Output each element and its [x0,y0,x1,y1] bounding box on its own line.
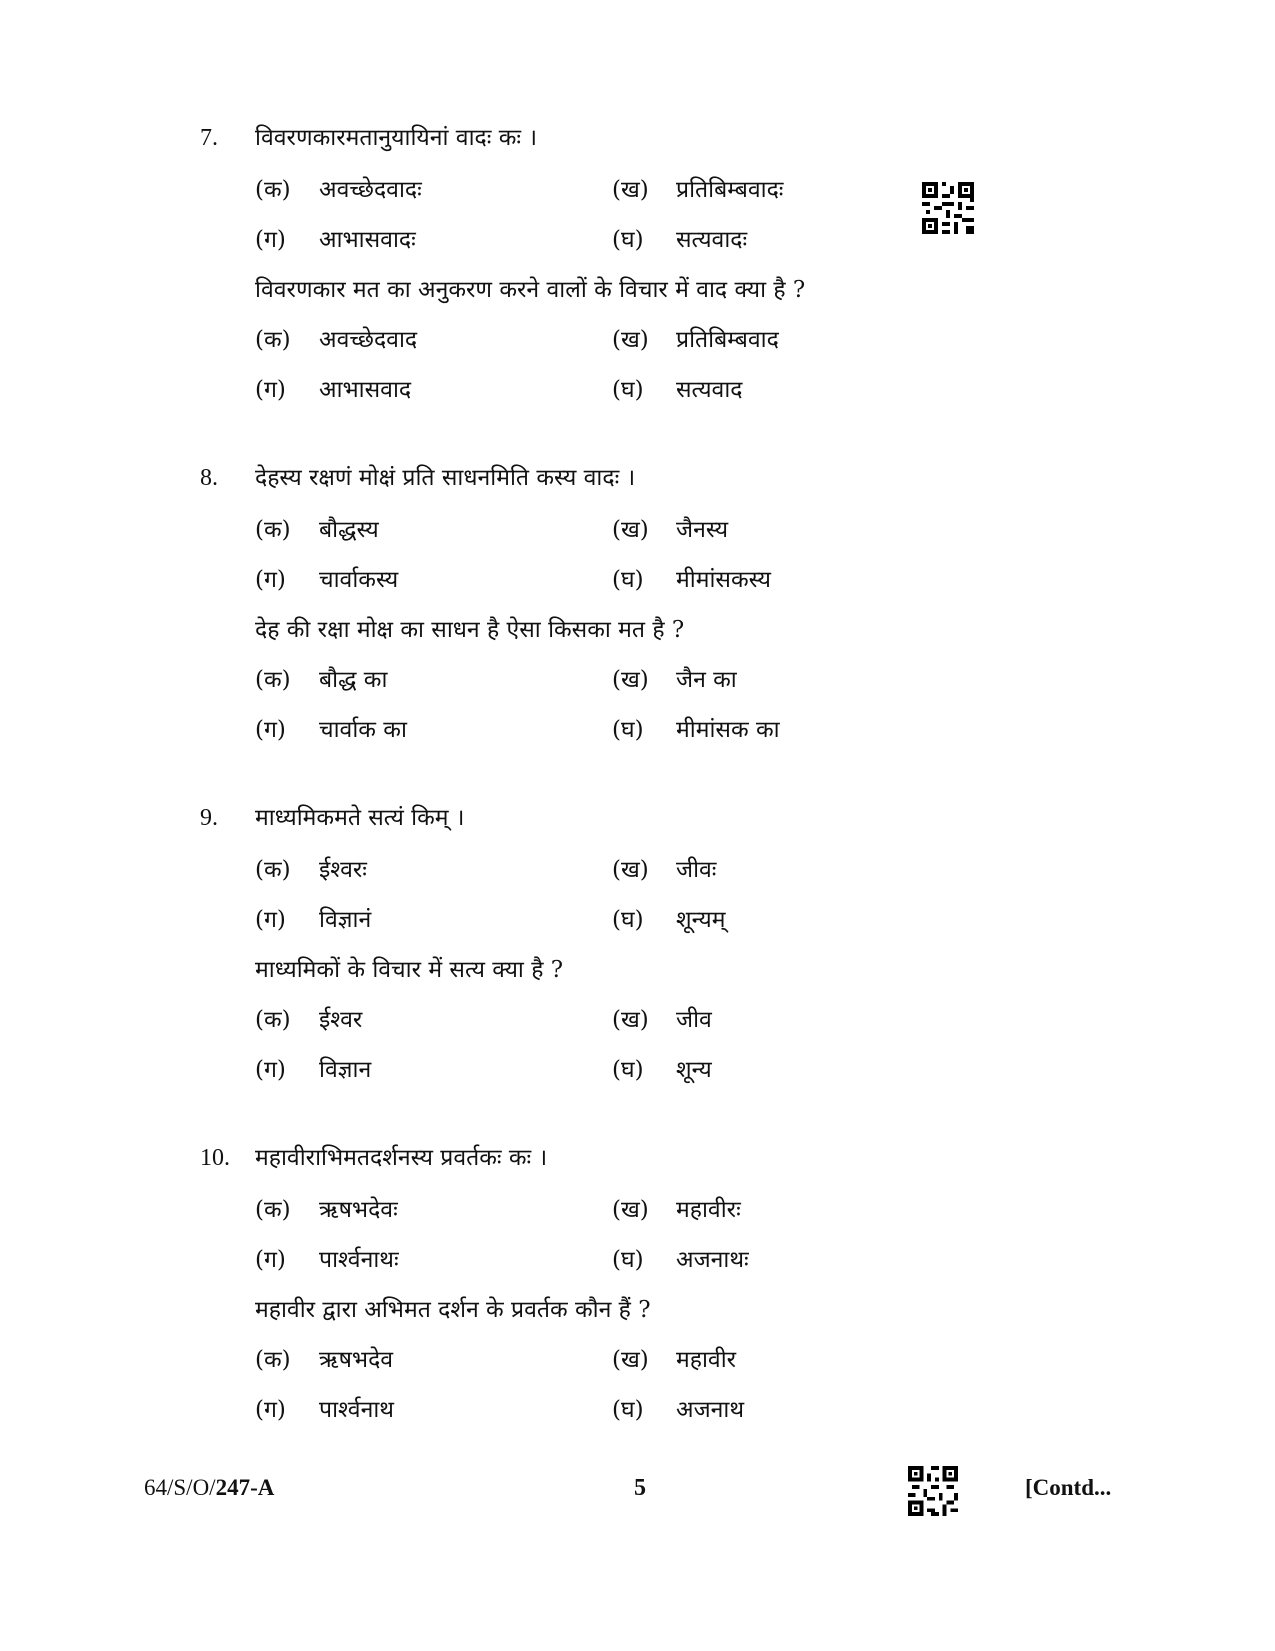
option-text: अवच्छेदवादः [319,177,422,203]
option-text: जैन का [676,667,737,693]
option-label: (क) [255,667,291,693]
option-ga [255,220,416,260]
option-gha [612,370,743,410]
option-label: (ग) [255,1057,286,1083]
option-kha [612,660,737,700]
option-ka [255,850,367,890]
option-label: (क) [255,177,291,203]
option-ga [255,900,371,940]
option-text: विज्ञानं [319,907,372,933]
option-gha [612,900,726,940]
question-text: महावीराभिमतदर्शनस्य प्रवर्तकः कः । [255,1145,548,1171]
option-label: (ग) [255,1247,286,1273]
option-ka [255,320,417,360]
qr-code-top [922,182,974,234]
option-text: प्रतिबिम्बवाद [676,327,779,353]
option-label: (ख) [612,1007,649,1033]
option-ka [255,170,422,210]
option-label: (ग) [255,907,286,933]
option-label: (ख) [612,1197,649,1223]
option-text: ऋषभदेवः [319,1197,398,1223]
option-text: आभासवाद [319,377,412,403]
option-label: (क) [255,1347,291,1373]
option-ka [255,510,379,550]
question-text-hindi: देह की रक्षा मोक्ष का साधन है ऐसा किसका मत है ? [255,617,685,643]
option-text: बौद्धस्य [319,517,379,543]
question-number: 10. [200,1145,230,1171]
option-kha [612,850,716,890]
option-text: सत्यवाद [676,377,743,403]
option-text: पार्श्वनाथः [319,1247,399,1273]
option-gha [612,1050,712,1090]
option-label: (घ) [612,1397,644,1423]
option-ga [255,1240,399,1280]
option-label: (ख) [612,177,649,203]
option-text: अवच्छेदवाद [319,327,418,353]
option-label: (ग) [255,1397,286,1423]
option-text: मीमांसक का [676,717,780,743]
option-label: (घ) [612,567,644,593]
option-text: जीव [676,1007,712,1033]
option-gha [612,1390,744,1430]
option-gha [612,560,771,600]
option-text: शून्य [676,1057,712,1083]
option-text: मीमांसकस्य [676,567,771,593]
option-label: (क) [255,1007,291,1033]
option-text: ऋषभदेव [319,1347,394,1373]
option-label: (ख) [612,667,649,693]
question-text: विवरणकारमतानुयायिनां वादः कः । [255,125,538,151]
option-ga [255,1050,371,1090]
option-text: चार्वाकस्य [319,567,399,593]
option-kha [612,170,783,210]
question-text-hindi: माध्यमिकों के विचार में सत्य क्या है ? [255,957,564,983]
option-ga [255,370,411,410]
qr-code-footer [908,1466,958,1516]
option-text: बौद्ध का [319,667,388,693]
option-label: (ग) [255,377,286,403]
option-label: (ख) [612,517,649,543]
option-text: महावीर [676,1347,737,1373]
option-ka [255,1190,398,1230]
option-text: पार्श्वनाथ [319,1397,395,1423]
question-number: 8. [200,465,218,491]
option-text: ईश्वरः [319,857,367,883]
question-text: देहस्य रक्षणं मोक्षं प्रति साधनमिति कस्य वादः । [255,465,636,491]
option-label: (क) [255,327,291,353]
option-text: अजनाथः [676,1247,749,1273]
option-ka [255,1000,362,1040]
option-label: (क) [255,1197,291,1223]
question-text: माध्यमिकमते सत्यं किम् । [255,805,465,831]
question-number: 7. [200,125,218,151]
option-gha [612,1240,749,1280]
option-text: शून्यम् [676,907,726,933]
option-ga [255,710,407,750]
option-kha [612,1190,741,1230]
paper-code-prefix: 64/S/O/ [144,1475,216,1500]
option-label: (ख) [612,1347,649,1373]
option-label: (ख) [612,327,649,353]
page-number: 5 [634,1475,646,1501]
option-kha [612,1340,736,1380]
option-text: विज्ञान [319,1057,372,1083]
option-label: (ग) [255,567,286,593]
option-ga [255,1390,394,1430]
option-kha [612,320,779,360]
option-text: सत्यवादः [676,227,748,253]
option-label: (ख) [612,857,649,883]
option-label: (क) [255,517,291,543]
option-text: चार्वाक का [319,717,407,743]
option-kha [612,510,728,550]
option-label: (ग) [255,717,286,743]
option-label: (घ) [612,1247,644,1273]
option-label: (क) [255,857,291,883]
option-ka [255,1340,393,1380]
option-text: प्रतिबिम्बवादः [676,177,784,203]
option-kha [612,1000,712,1040]
option-ga [255,560,398,600]
option-ka [255,660,387,700]
option-text: महावीरः [676,1197,741,1223]
option-label: (घ) [612,377,644,403]
option-label: (घ) [612,1057,644,1083]
option-label: (घ) [612,717,644,743]
option-text: जीवः [676,857,717,883]
option-gha [612,220,747,260]
option-text: जैनस्य [676,517,729,543]
continued-label: [Contd... [1025,1475,1112,1500]
question-number: 9. [200,805,218,831]
question-text-hindi: विवरणकार मत का अनुकरण करने वालों के विचार में वाद क्या है ? [255,277,806,303]
option-text: अजनाथ [676,1397,745,1423]
option-label: (ग) [255,227,286,253]
option-gha [612,710,780,750]
paper-code [144,1468,274,1508]
option-text: ईश्वर [319,1007,363,1033]
question-text-hindi: महावीर द्वारा अभिमत दर्शन के प्रवर्तक कौन हैं ? [255,1297,651,1323]
paper-code-bold: 247-A [215,1475,275,1500]
option-label: (घ) [612,907,644,933]
option-label: (घ) [612,227,644,253]
option-text: आभासवादः [319,227,416,253]
